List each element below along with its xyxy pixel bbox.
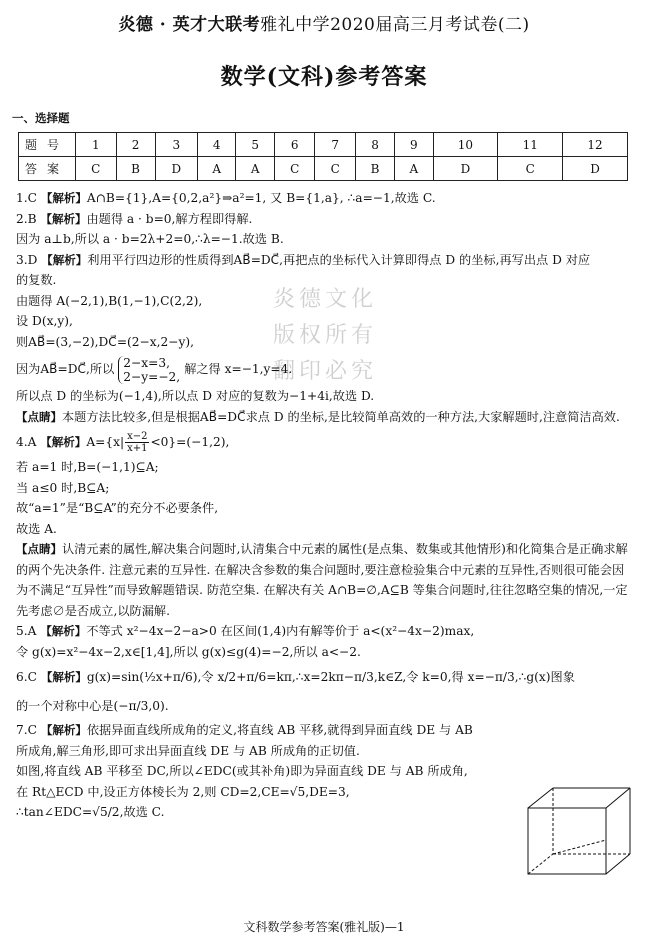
q1-solution [16, 188, 634, 209]
equation: 2−y=−2, [123, 369, 181, 384]
table-cell: 4 [197, 133, 235, 157]
table-cell: A [395, 157, 433, 181]
q3-solution [16, 250, 634, 271]
table-cell: 1 [76, 133, 117, 157]
solution-line: 令 g(x)=x²−4x−2,x∈[1,4],所以 g(x)≤g(4)=−2,所以 a<−2. [16, 644, 361, 659]
table-cell: C [498, 157, 563, 181]
solution-line: 因为 a⊥b,所以 a · b=2λ+2=0,∴λ=−1.故选 B. [16, 232, 284, 246]
denominator: x+1 [127, 443, 148, 454]
page-footer: 文科数学参考答案(雅礼版)—1 [243, 920, 405, 934]
table-cell: A [236, 157, 274, 181]
table-cell: B [355, 157, 394, 181]
solution-text: 因为AB⃗=DC⃗,所以 [16, 362, 115, 376]
table-cell: 11 [498, 133, 563, 157]
solution-line: 的复数. [16, 273, 57, 287]
answer-key: 3.D [16, 252, 38, 267]
table-cell: D [563, 157, 628, 181]
table-cell: D [155, 157, 197, 181]
solution-line: 当 a≤0 时,B⊆A; [16, 480, 110, 495]
number-row [19, 133, 628, 157]
q7-solution [16, 720, 634, 741]
q4-solution [16, 427, 634, 457]
answer-row [19, 157, 628, 181]
page-title: 数学(文科)参考答案 [220, 64, 428, 90]
cube-edge [606, 788, 630, 808]
answer-key: 6.C [16, 670, 37, 684]
analysis-tag: 【解析】 [41, 252, 88, 267]
solution-text: 解之得 x=−1,y=4. [184, 362, 293, 376]
watermark-line: 翻印必究 [272, 359, 377, 384]
note-text: 认清元素的属性,解决集合问题时,认清集合中元素的属性(是点集、数集或其他情形)和化简集合是正确求解的两个先决条件. 注意元素的互异性. 在解决含参数的集合问题时,要注意检验集合中元素的互异性,否则很可能会因为不满足“互异性”而导致解题错误. 防范空集. 在解决有关 A∩B=∅,A⊆B 等集合问题时,往往忽略空集的情况,一定先考虑∅是否成立,以防漏解. [16, 542, 628, 618]
table-cell: D [433, 157, 498, 181]
row-label: 答案 [19, 157, 76, 181]
solution-line: 所成角,解三角形,即可求出异面直线 DE 与 AB 所成角的正切值. [16, 743, 360, 758]
answer-key: 2.B [16, 211, 37, 226]
table-cell: 2 [116, 133, 155, 157]
cube-edge [606, 854, 630, 874]
note-text: 本题方法比较多,但是根据AB⃗=DC⃗求点 D 的坐标,是比较简单高效的一种方法,大家解题时,注意简洁高效. [62, 409, 620, 424]
answer-key: 1.C [16, 191, 37, 205]
analysis-tag: 【解析】 [40, 435, 87, 449]
solution-line: 则AB⃗=(3,−2),DC⃗=(2−x,2−y), [16, 334, 194, 349]
solution-line: 所以点 D 的坐标为(−1,4),所以点 D 对应的复数为−1+4i,故选 D. [16, 389, 375, 403]
solution-text: <0}=(−1,2), [150, 435, 230, 449]
q6-solution [16, 662, 634, 692]
solution-line: 如图,将直线 AB 平移至 DC,所以∠EDC(或其补角)即为异面直线 DE 与 AB 所成角, [16, 764, 468, 778]
table-cell: A [197, 157, 235, 181]
solution-line: 若 a=1 时,B=(−1,1)⊆A; [16, 460, 159, 474]
cube-edge [528, 788, 553, 808]
row-label: 题号 [19, 133, 76, 157]
section-heading: 一、选择题 [12, 111, 70, 125]
solution-line: 设 D(x,y), [16, 314, 73, 328]
table-cell: B [116, 157, 155, 181]
answer-key: 4.A [16, 435, 37, 449]
exam-header [0, 10, 648, 35]
exam-name: 雅礼中学2020届高三月考试卷(二) [260, 15, 530, 35]
q5-solution [16, 621, 634, 642]
solution-line: 的一个对称中心是(−π/3,0). [16, 699, 169, 713]
solution-line: ∴tan∠EDC=√5/2,故选 C. [16, 805, 165, 819]
table-cell: 9 [395, 133, 433, 157]
solution-line: 故“a=1”是“B⊆A”的充分不必要条件, [16, 501, 219, 515]
solution-text: A={x| [86, 435, 125, 449]
table-cell: 5 [236, 133, 274, 157]
equation-system [118, 356, 180, 384]
answer-table [18, 132, 628, 181]
q4-note [16, 539, 634, 621]
q3-note [16, 407, 634, 428]
solution-text: g(x)=sin(½x+π/6),令 x/2+π/6=kπ,∴x=2kπ−π/3,k∈Z,令 k=0,得 x=−π/3,∴g(x)图象 [86, 670, 575, 684]
note-tag: 【点睛】 [16, 542, 62, 556]
watermark-line: 炎德文化 [272, 287, 377, 312]
equation: 2−x=3, [123, 355, 170, 370]
analysis-tag: 【解析】 [40, 191, 87, 205]
numerator: x−2 [127, 431, 148, 442]
solutions-body [16, 188, 634, 823]
table-cell: 12 [563, 133, 628, 157]
solution-line [16, 352, 634, 386]
analysis-tag: 【解析】 [40, 670, 87, 684]
solution-line: 由题得 A(−2,1),B(1,−1),C(2,2), [16, 293, 203, 308]
answer-key: 7.C [16, 723, 37, 737]
answer-key: 5.A [16, 624, 37, 638]
solution-text: 不等式 x²−4x−2−a>0 在区间(1,4)内有解等价于 a<(x²−4x−2)max, [86, 624, 475, 638]
solution-line: 在 Rt△ECD 中,设正方体棱长为 2,则 CD=2,CE=√5,DE=3, [16, 784, 350, 799]
table-cell: 7 [315, 133, 356, 157]
watermark-line: 版权所有 [272, 323, 377, 348]
table-cell: 10 [433, 133, 498, 157]
cube-diagram [508, 780, 638, 880]
hidden-edge [553, 840, 606, 854]
table-cell: 3 [155, 133, 197, 157]
solution-line: 故选 A. [16, 521, 57, 536]
fraction [125, 431, 149, 454]
table-cell: 8 [355, 133, 394, 157]
solution-text: A∩B={1},A={0,2,a²}⇒a²=1, 又 B={1,a}, ∴a=−1,故选 C. [86, 191, 436, 205]
analysis-tag: 【解析】 [40, 624, 87, 638]
analysis-tag: 【解析】 [40, 723, 87, 737]
note-tag: 【点睛】 [16, 409, 62, 424]
table-cell: 6 [274, 133, 315, 157]
solution-text: 依据异面直线所成角的定义,将直线 AB 平移,就得到异面直线 DE 与 AB [86, 723, 473, 737]
q2-solution [16, 209, 634, 230]
solution-text: 由题得 a · b=0,解方程即得解. [86, 211, 253, 226]
table-cell: C [76, 157, 117, 181]
analysis-tag: 【解析】 [40, 211, 87, 226]
solution-text: 利用平行四边形的性质得到AB⃗=DC⃗,再把点的坐标代入计算即得点 D 的坐标,再写出点 D 对应 [87, 252, 591, 267]
table-cell: C [274, 157, 315, 181]
table-cell: C [315, 157, 356, 181]
hidden-edge [528, 854, 553, 874]
brand-name: 炎德 · 英才大联考 [118, 15, 261, 35]
